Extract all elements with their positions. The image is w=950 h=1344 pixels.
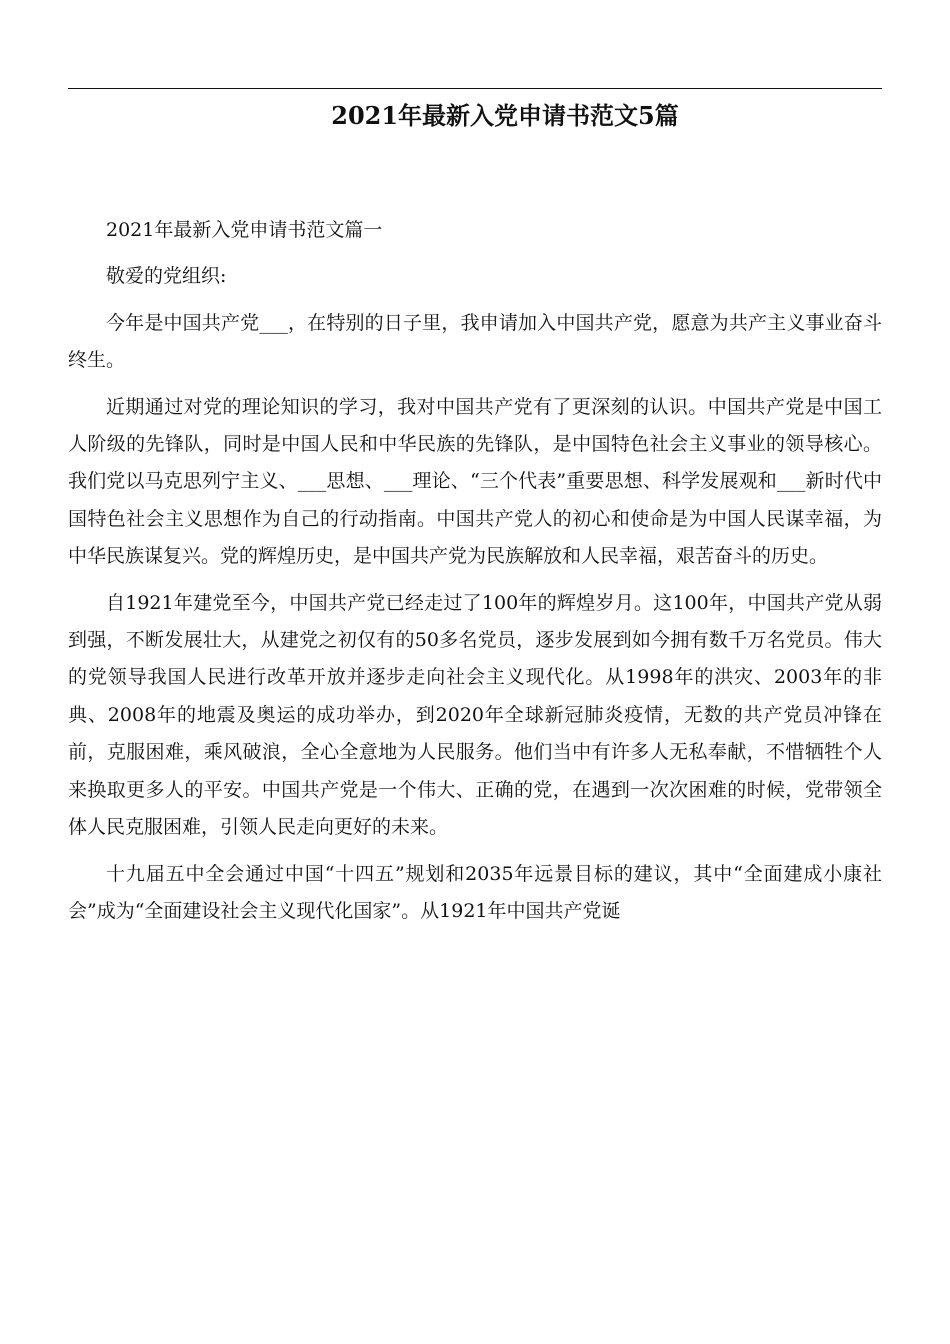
paragraph-4: 十九届五中全会通过中国“十四五”规划和2035年远景目标的建议，其中“全面建成小康社会”成为“全面建设社会主义现代化国家”。从1921年中国共产党诞: [68, 862, 882, 922]
document-title: 2021年最新入党申请书范文5篇: [331, 101, 679, 130]
document-body: [68, 212, 882, 939]
paragraph-3: 自1921年建党至今，中国共产党已经走过了100年的辉煌岁月。这100年，中国共产党从弱到强，不断发展壮大，从建党之初仅有的50多名党员，逐步发展到如今拥有数千万名党员。伟大的党领导我国人民进行改革开放并逐步走向社会主义现代化。从1998年的洪灾、2003年的非典、2008年的地震及奥运的成功举办，到2020年全球新冠肺炎疫情，无数的共产党员冲锋在前，克服困难，乘风破浪，全心全意地为人民服务。他们当中有许多人无私奉献，不惜牺牲个人来换取更多人的平安。中国共产党是一个伟大、正确的党，在遇到一次次困难的时候，党带领全体人民克服困难，引领人民走向更好的未来。: [68, 591, 882, 839]
paragraph-1: 今年是中国共产党___，在特别的日子里，我申请加入中国共产党，愿意为共产主义事业奋斗终生。: [68, 311, 882, 372]
section-heading: 2021年最新入党申请书范文篇一: [106, 219, 383, 241]
header-rule: [68, 88, 882, 89]
paragraph-2: 近期通过对党的理论知识的学习，我对中国共产党有了更深刻的认识。中国共产党是中国工人阶级的先锋队，同时是中国人民和中华民族的先锋队，是中国特色社会主义事业的领导核心。我们党以马克思列宁主义、___思想、___理论、“三个代表”重要思想、科学发展观和___新时代中国特色社会主义思想作为自己的行动指南。中国共产党人的初心和使命是为中国人民谋幸福，为中华民族谋复兴。党的辉煌历史，是中国共产党为民族解放和人民幸福，艰苦奋斗的历史。: [68, 395, 882, 568]
salutation: 敬爱的党组织:: [106, 265, 227, 288]
